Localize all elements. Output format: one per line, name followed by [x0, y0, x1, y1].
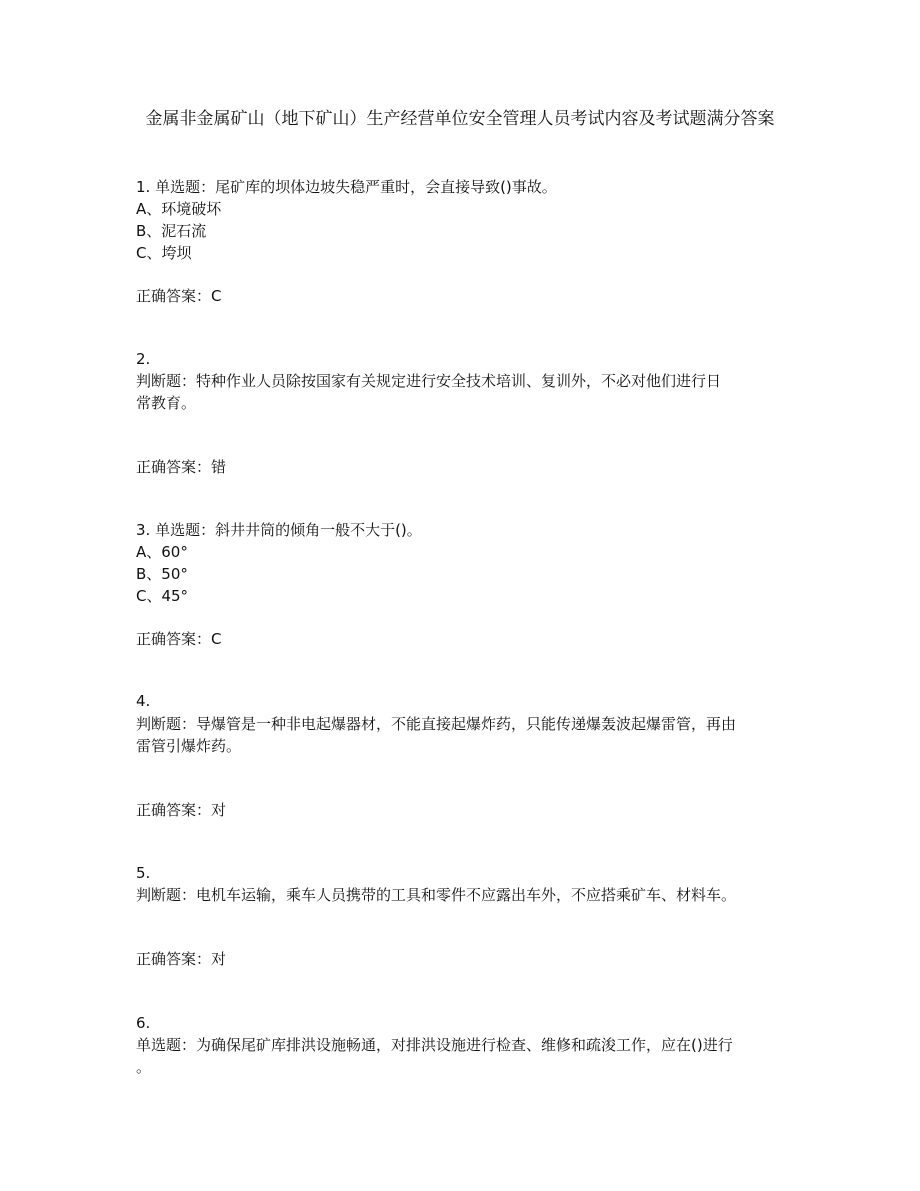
question-4-number: 4. — [136, 692, 151, 710]
question-3-option-c: C、45° — [136, 587, 189, 605]
question-5-number: 5. — [136, 864, 151, 882]
question-1-answer: 正确答案：C — [136, 287, 222, 305]
question-3-option-b: B、50° — [136, 565, 188, 583]
question-2-number: 2. — [136, 350, 151, 368]
question-1-option-a: A、环境破坏 — [136, 200, 222, 218]
question-6-number: 6. — [136, 1014, 151, 1032]
question-3-answer: 正确答案：C — [136, 630, 222, 648]
document-title: 金属非金属矿山（地下矿山）生产经营单位安全管理人员考试内容及考试题满分答案 — [145, 109, 775, 129]
question-6-stem-line-1: 单选题：为确保尾矿库排洪设施畅通，对排洪设施进行检查、维修和疏浚工作，应在()进行 — [136, 1036, 733, 1054]
question-4-stem-line-1: 判断题：导爆管是一种非电起爆器材，不能直接起爆炸药，只能传递爆轰波起爆雷管，再由 — [136, 715, 737, 733]
question-1-option-b: B、泥石流 — [136, 222, 207, 240]
question-5-stem-line-1: 判断题：电机车运输，乘车人员携带的工具和零件不应露出车外，不应搭乘矿车、材料车。 — [136, 886, 737, 904]
question-4-stem-line-2: 雷管引爆炸药。 — [136, 737, 242, 755]
question-1-option-c: C、垮坝 — [136, 244, 192, 262]
question-6-stem-line-2: 。 — [136, 1058, 152, 1076]
question-4-answer: 正确答案：对 — [136, 801, 227, 819]
question-2-stem-line-1: 判断题：特种作业人员除按国家有关规定进行安全技术培训、复训外，不必对他们进行日 — [136, 372, 722, 390]
question-2-stem-line-2: 常教育。 — [136, 394, 197, 412]
question-2-answer: 正确答案：错 — [136, 458, 227, 476]
question-1-stem: 1. 单选题：尾矿库的坝体边坡失稳严重时，会直接导致()事故。 — [136, 178, 557, 196]
question-3-stem: 3. 单选题：斜井井筒的倾角一般不大于()。 — [136, 521, 422, 539]
question-5-answer: 正确答案：对 — [136, 950, 227, 968]
question-3-option-a: A、60° — [136, 543, 188, 561]
